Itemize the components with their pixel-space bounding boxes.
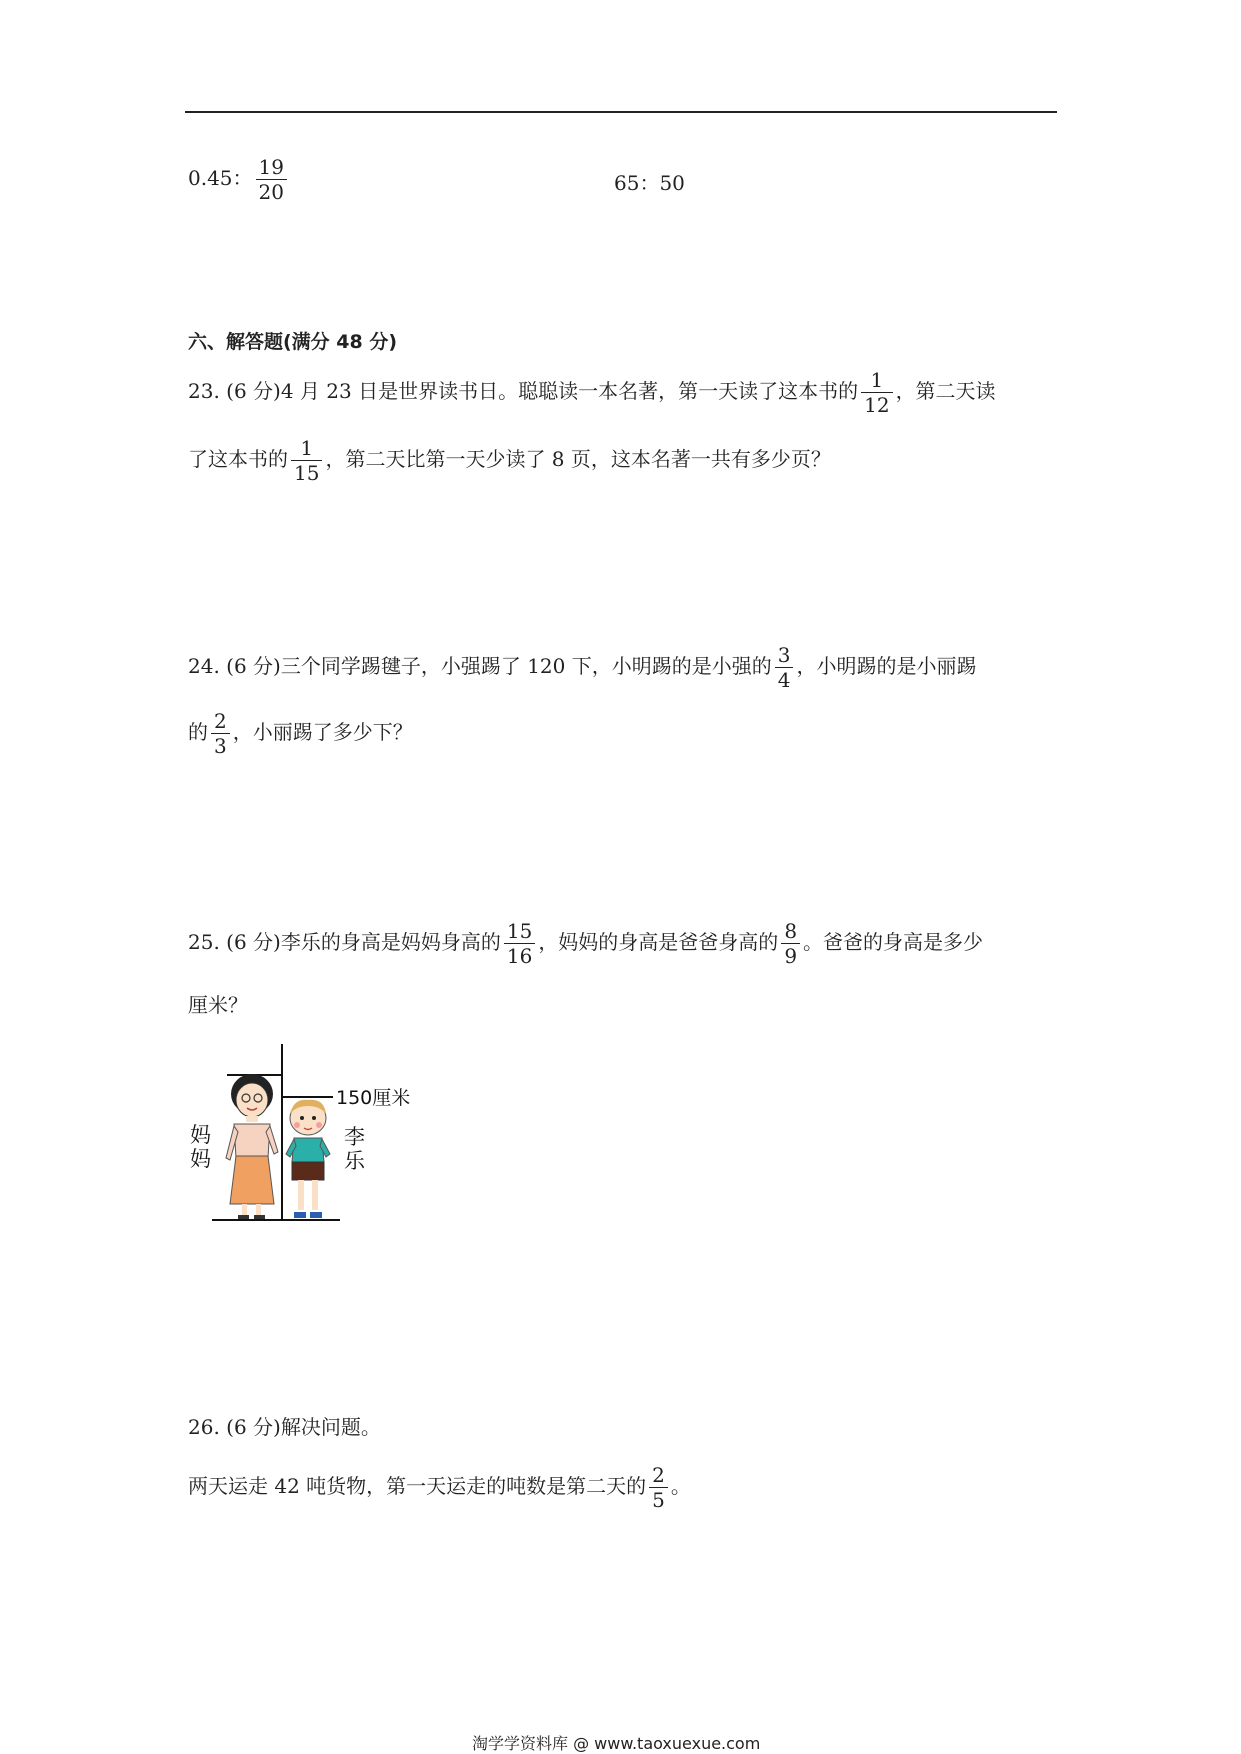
kid-figure [286, 1100, 330, 1218]
question-25-line-2: 厘米？ [188, 993, 248, 1017]
fraction: $\frac{19}{20}$ [256, 157, 287, 202]
question-24-line-2: 的 $\frac{2}{3}$ ，小丽踢了多少下？ [188, 709, 413, 758]
mom-label-2: 妈 [190, 1147, 211, 1171]
ratio-1 [188, 157, 290, 202]
question-23-line-1: 23. (6 分)4 月 23 日是世界读书日。聪聪读一本名著，第一天读了这本书的 $\frac{1}{12}$ ，第二天读 [188, 368, 996, 417]
fraction: $\frac{2}{5}$ [649, 1465, 668, 1510]
question-23-line-2: 了这本书的 $\frac{1}{15}$ ，第二天比第一天少读了 8 页，这本名著一共有多少页？ [188, 436, 831, 485]
ratio-1-prefix: 0.45： [188, 166, 253, 190]
fraction: $\frac{8}{9}$ [781, 921, 800, 966]
question-24-line-1: 24. (6 分)三个同学踢毽子，小强踢了 120 下，小明踢的是小强的 $\frac{3}{4}$ ，小明踢的是小丽踢 [188, 643, 977, 692]
mom-label-1: 妈 [190, 1123, 211, 1147]
fraction: $\frac{1}{12}$ [861, 370, 892, 415]
question-25-line-1: 25. (6 分)李乐的身高是妈妈身高的 $\frac{15}{16}$ ，妈妈的身高是爸爸身高的 $\frac{8}{9}$ 。爸爸的身高是多少 [188, 919, 984, 968]
kid-label-1: 李 [344, 1125, 365, 1149]
fraction: $\frac{15}{16}$ [504, 921, 535, 966]
ratio-2: 65：50 [614, 171, 685, 195]
fraction: $\frac{2}{3}$ [211, 711, 230, 756]
kid-label-2: 乐 [344, 1149, 365, 1173]
section-title: 六、解答题(满分 48 分) [188, 331, 398, 353]
fraction: $\frac{1}{15}$ [291, 438, 322, 483]
height-comparison-figure [190, 1040, 430, 1230]
fraction: $\frac{3}{4}$ [775, 645, 794, 690]
header-rule [185, 111, 1057, 113]
mom-figure [226, 1074, 278, 1219]
height-label: 150厘米 [336, 1087, 411, 1109]
question-26-line-1: 26. (6 分)解决问题。 [188, 1415, 381, 1439]
question-26-line-2: 两天运走 42 吨货物，第一天运走的吨数是第二天的 $\frac{2}{5}$ 。 [188, 1463, 691, 1512]
footer-watermark: 淘学学资料库 @ www.taoxuexue.com [472, 1734, 761, 1753]
